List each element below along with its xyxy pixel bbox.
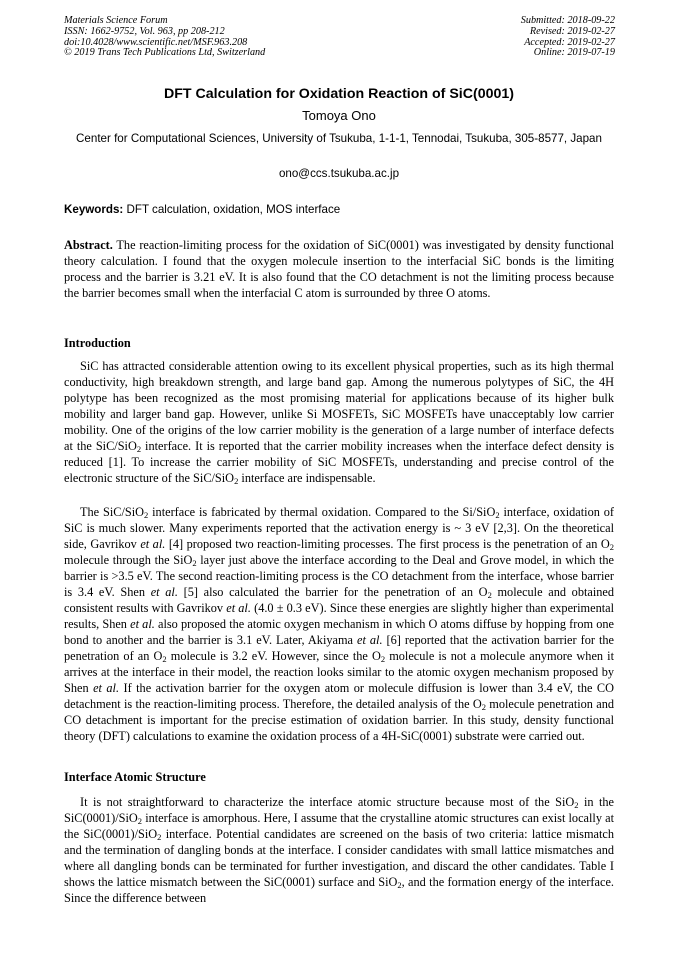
author-email[interactable]: ono@ccs.tsukuba.ac.jp	[278, 167, 400, 180]
intro-paragraph-2: The SiC/SiO$_2$ interface is fabricated by thermal oxidation. Compared to the Si/SiO$_2$ interface, oxidation of SiC is much slower. Many experiments reported that the activation energy is ~ 3 eV [2,3]. On the theoretical side, Gavrikov et al. [4] proposed two reaction-limiting processes. The first process is the penetration of an $O_2$ molecule through the SiO$_2$ layer just above the interface according to the Deal and Grove model, in which the barrier is >3.5 eV. The second reaction-limiting process is the CO detachment from the interface, whose barrier is 3.4 eV. Shen et al. [5] also calculated the barrier for the penetration of an $O_2$ molecule and obtained consistent results with Gavrikov et al. (4.0 ± 0.3 eV). Since these energies are slightly higher than experimental results, Shen et al. also proposed the atomic oxygen mechanism in which O atoms diffuse by hopping from one bond to another and the barrier is 3.1 eV. Later, Akiyama et al. [6] reported that the activation barrier for the penetration of an $O_2$ molecule is 3.2 eV. However, since the $O_2$ molecule is not a molecule anymore when it arrives at the interface in their model, the reaction looks similar to the atomic oxygen mechanism proposed by Shen et al. If the activation barrier for the oxygen atom or molecule diffusion is lower than 3.4 eV, the CO detachment is the reaction-limiting process. Therefore, the detailed analysis of the $O_2$ molecule penetration and CO detachment is important for the precise estimation of oxidation barrier. In this study, density functional theory (DFT) calculations to examine the oxidation process of a 4H-SiC(0001) substrate were carried out.	[64, 505, 615, 743]
abstract-label: Abstract.	[64, 238, 113, 252]
author-name: Tomoya Ono	[302, 108, 376, 123]
doi: doi:10.4028/www.scientific.net/MSF.963.208	[64, 36, 248, 48]
publication-dates	[521, 16, 615, 59]
revised-date: Revised: 2019-02-27	[529, 25, 615, 37]
submitted-date: Submitted: 2018-09-22	[520, 15, 615, 26]
paper-title: DFT Calculation for Oxidation Reaction of SiC(0001)	[164, 86, 514, 102]
interface-paragraph-1: It is not straightforward to characterize the interface atomic structure because most of the SiO$_2$ in the SiC(0001)/SiO$_2$ interface is amorphous. Here, I assume that the crystalline atomic structures can exist locally at the SiC(0001)/SiO$_2$ interface. Potential candidates are screened on the basis of two criteria: lattice mismatch and the termination of dangling bonds at the interface. I consider candidates with small lattice mismatches and where all dangling bonds can be terminated for further investigation, and discard the other candidates. Table I shows the lattice mismatch between the SiC(0001) surface and SiO$_2$, and the formation energy of the interface. Since the difference between	[64, 795, 614, 905]
journal-info	[64, 16, 265, 59]
section-heading-introduction: Introduction	[64, 336, 131, 350]
keywords-label: Keywords:	[64, 203, 124, 216]
keywords	[64, 203, 614, 216]
copyright: © 2019 Trans Tech Publications Ltd, Switzerland	[64, 47, 266, 59]
abstract	[64, 237, 614, 301]
accepted-date: Accepted: 2019-02-27	[524, 36, 615, 48]
journal-name: Materials Science Forum	[64, 15, 168, 26]
keywords-text: DFT calculation, oxidation, MOS interface	[123, 203, 341, 216]
intro-paragraph-1: SiC has attracted considerable attention owing to its excellent physical properties, such as its high thermal conductivity, high breakdown strength, and large band gap. Among the numerous polytypes of SiC, the 4H polytype has been recognized as the most promising material for applications because of its higher bulk mobility and larger band gap. However, unlike Si MOSFETs, SiC MOSFETs have unacceptably low carrier mobility. One of the origins of the low carrier mobility is the generation of a large number of interface defects at the SiC/SiO$_2$ interface. It is reported that the carrier mobility increases when the interface defect density is reduced [1]. To increase the carrier mobility of SiC MOSFETs, understanding and precise control of the electronic structure of the SiC/SiO$_2$ interface are indispensable.	[64, 359, 614, 486]
issn: ISSN: 1662-9752, Vol. 963, pp 208-212	[64, 25, 225, 37]
section-heading-interface: Interface Atomic Structure	[64, 770, 206, 784]
affiliation: Center for Computational Sciences, University of Tsukuba, 1-1-1, Tennodai, Tsukuba, 305-8577, Japan	[76, 132, 602, 145]
online-date: Online: 2019-07-19	[533, 47, 615, 59]
abstract-text: The reaction-limiting process for the oxidation of SiC(0001) was investigated by density functional theory calculation. I found that the oxygen molecule insertion to the interfacial SiC bonds is the limiting process and the barrier is 3.21 eV. It is also found that the CO detachment is not the limiting process because the barrier becomes small when the interfacial C atom is surrounded by three O atoms.	[64, 238, 614, 300]
